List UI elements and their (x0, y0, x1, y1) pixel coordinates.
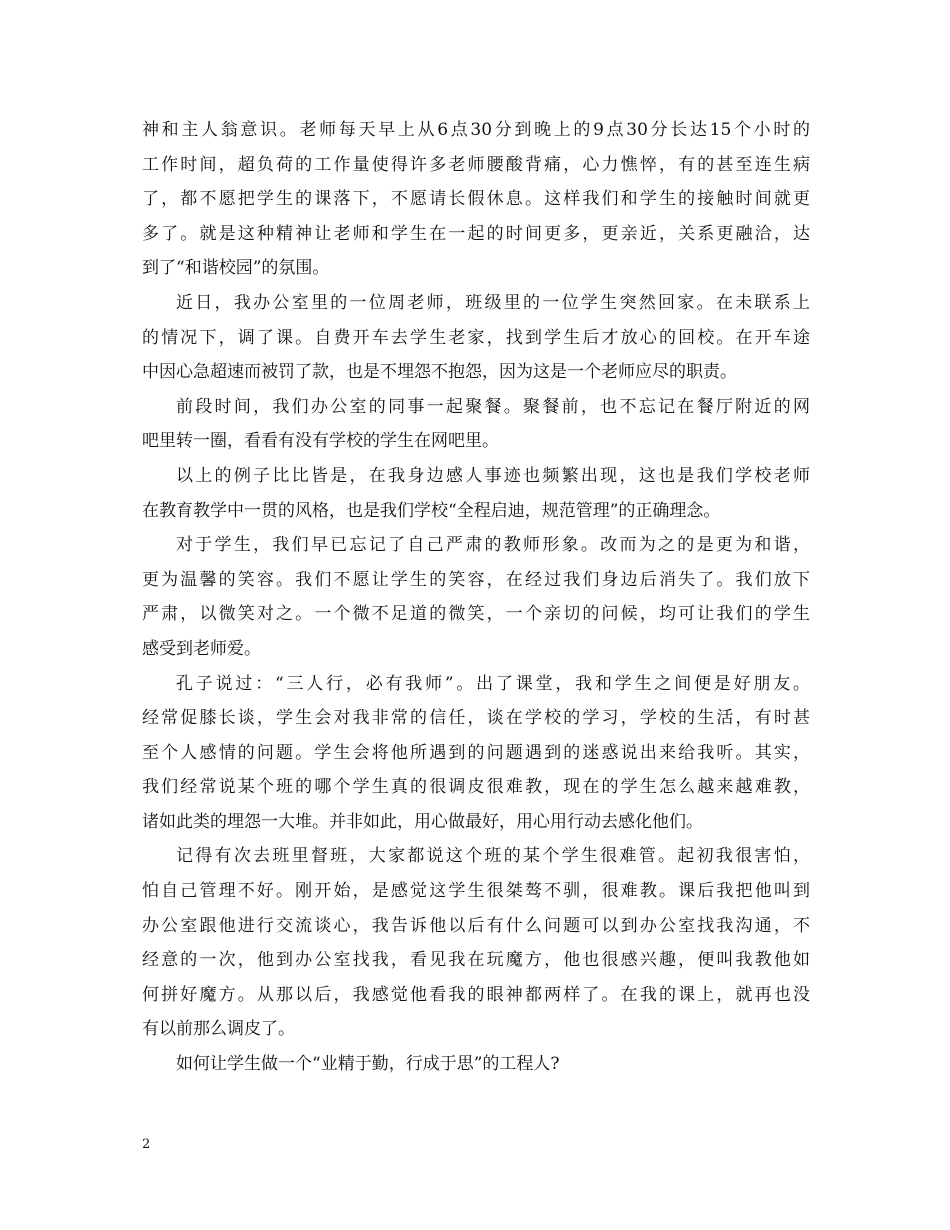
paragraph-line: 近日，我办公室里的一位周老师，班级里的一位学生突然回家。在未联系上 (176, 292, 810, 313)
paragraph-line: 经常促膝长谈，学生会对我非常的信任，谈在学校的学习，学校的生活，有时甚 (142, 708, 810, 729)
paragraph-line: 感受到老师爱。 (142, 638, 261, 659)
body-text (142, 113, 810, 1082)
paragraph-line: 有以前那么调皮了。 (142, 1019, 295, 1040)
paragraph-line: 神和主人翁意识。老师每天早上从6点30分到晚上的9点30分长达15个小时的 (142, 120, 810, 140)
paragraph-line: 对于学生，我们早已忘记了自己严肃的教师形象。改而为之的是更为和谐， (176, 535, 810, 556)
paragraph-line: 更为温馨的笑容。我们不愿让学生的笑容，在经过我们身边后消失了。我们放下 (142, 569, 810, 590)
paragraph-line: 我们经常说某个班的哪个学生真的很调皮很难教，现在的学生怎么越来越难教， (142, 777, 810, 798)
paragraph-line: 多了。就是这种精神让老师和学生在一起的时间更多，更亲近，关系更融洽，达 (142, 223, 810, 244)
paragraph-line: 办公室跟他进行交流谈心，我告诉他以后有什么问题可以到办公室找我沟通，不 (142, 915, 810, 936)
paragraph-line: 诸如此类的埋怨一大堆。并非如此，用心做最好，用心用行动去感化他们。 (142, 811, 703, 832)
paragraph-line: 在教育教学中一贯的风格，也是我们学校“全程启迪，规范管理”的正确理念。 (142, 500, 721, 521)
paragraph-line: 中因心急超速而被罚了款，也是不埋怨不抱怨，因为这是一个老师应尽的职责。 (142, 362, 737, 383)
paragraph-line: 怕自己管理不好。刚开始，是感觉这学生很桀骜不驯，很难教。课后我把他叫到 (142, 881, 810, 902)
paragraph-line: 到了“和谐校园”的氛围。 (142, 258, 330, 279)
paragraph-line: 孔子说过：“三人行，必有我师”。出了课堂，我和学生之间便是好朋友。 (176, 673, 810, 694)
paragraph-line: 经意的一次，他到办公室找我，看见我在玩魔方，他也很感兴趣，便叫我教他如 (142, 950, 810, 971)
paragraph-line: 前段时间，我们办公室的同事一起聚餐。聚餐前，也不忘记在餐厅附近的网 (176, 396, 810, 417)
paragraph-line: 工作时间，超负荷的工作量使得许多老师腰酸背痛，心力憔悴，有的甚至连生病 (142, 154, 810, 175)
paragraph-line: 严肃，以微笑对之。一个微不足道的微笑，一个亲切的问候，均可让我们的学生 (142, 604, 810, 625)
paragraph-line: 至个人感情的问题。学生会将他所遇到的问题遇到的迷惑说出来给我听。其实， (142, 742, 810, 763)
paragraph-line: 如何让学生做一个“业精于勤，行成于思”的工程人? (176, 1054, 560, 1075)
paragraph-line: 记得有次去班里督班，大家都说这个班的某个学生很难管。起初我很害怕， (176, 846, 810, 867)
paragraph-line: 吧里转一圈，看看有没有学校的学生在网吧里。 (142, 431, 499, 452)
paragraph-line: 何拼好魔方。从那以后，我感觉他看我的眼神都两样了。在我的课上，就再也没 (142, 984, 810, 1005)
page-number: 2 (142, 1137, 151, 1152)
paragraph-line: 的情况下，调了课。自费开车去学生老家，找到学生后才放心的回校。在开车途 (142, 327, 810, 348)
paragraph-line: 以上的例子比比皆是，在我身边感人事迹也频繁出现，这也是我们学校老师 (176, 465, 810, 486)
paragraph-line: 了，都不愿把学生的课落下，不愿请长假休息。这样我们和学生的接触时间就更 (142, 189, 810, 210)
